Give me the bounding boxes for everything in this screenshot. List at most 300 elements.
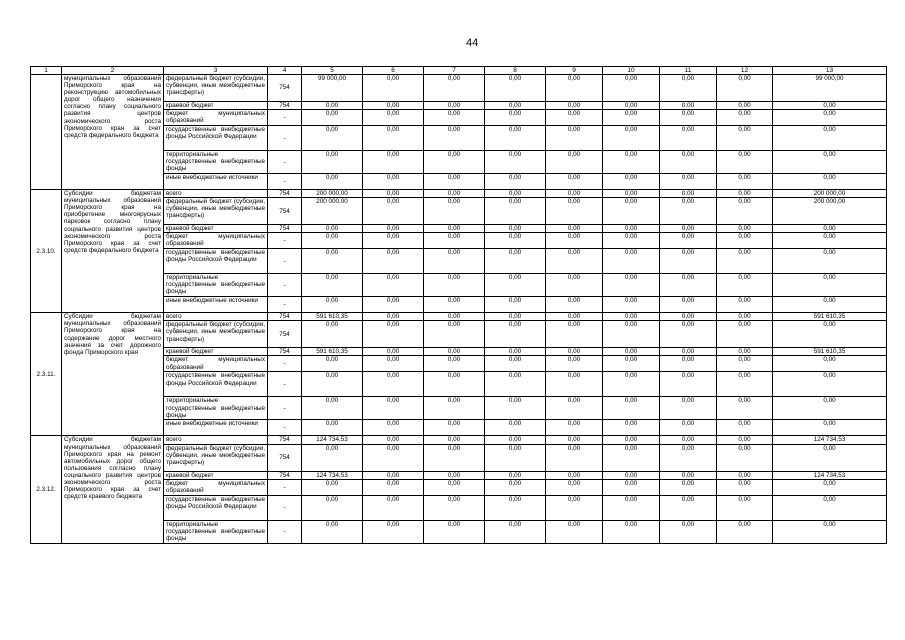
amount-cell: 0,00 (485, 321, 546, 348)
amount-cell: 0,00 (485, 110, 546, 126)
amount-cell: 0,00 (546, 397, 603, 420)
column-number: 6 (363, 67, 424, 75)
amount-cell: 0,00 (660, 126, 717, 151)
amount-cell: 0,00 (485, 102, 546, 110)
amount-cell: 0,00 (424, 321, 485, 348)
amount-cell: 0,00 (546, 444, 603, 471)
amount-cell: 0,00 (773, 102, 887, 110)
amount-cell: 0,00 (717, 110, 773, 126)
amount-cell: 0,00 (485, 313, 546, 321)
amount-cell: 0,00 (717, 249, 773, 274)
grbs-code: - (268, 297, 302, 313)
amount-cell: 0,00 (424, 348, 485, 356)
amount-cell: 0,00 (302, 495, 363, 520)
amount-cell: 0,00 (424, 495, 485, 520)
amount-cell: 0,00 (603, 198, 660, 225)
grbs-code: 754 (268, 471, 302, 479)
table-row (31, 190, 887, 198)
amount-cell: 0,00 (485, 198, 546, 225)
grbs-code: 754 (268, 198, 302, 225)
amount-cell: 0,00 (717, 436, 773, 444)
amount-cell: 0,00 (363, 444, 424, 471)
amount-cell: 0,00 (773, 233, 887, 249)
amount-cell: 0,00 (302, 479, 363, 495)
amount-cell: 0,00 (717, 225, 773, 233)
amount-cell: 0,00 (660, 436, 717, 444)
funding-source: бюджет муниципальных образований (164, 233, 268, 249)
amount-cell: 0,00 (773, 356, 887, 372)
amount-cell: 0,00 (485, 249, 546, 274)
column-number: 11 (660, 67, 717, 75)
column-number: 1 (31, 67, 62, 75)
amount-cell: 0,00 (603, 397, 660, 420)
amount-cell: 0,00 (546, 313, 603, 321)
row-code: 2.3.11. (31, 313, 62, 436)
column-number: 9 (546, 67, 603, 75)
amount-cell: 0,00 (485, 436, 546, 444)
amount-cell: 0,00 (302, 225, 363, 233)
amount-cell: 591 610,35 (302, 313, 363, 321)
amount-cell: 0,00 (485, 372, 546, 397)
amount-cell: 0,00 (485, 151, 546, 174)
amount-cell: 0,00 (363, 126, 424, 151)
amount-cell: 0,00 (603, 479, 660, 495)
amount-cell: 0,00 (424, 274, 485, 297)
grbs-code: - (268, 233, 302, 249)
column-number: 5 (302, 67, 363, 75)
amount-cell: 0,00 (485, 356, 546, 372)
amount-cell: 0,00 (424, 126, 485, 151)
amount-cell: 0,00 (717, 321, 773, 348)
amount-cell: 0,00 (302, 233, 363, 249)
amount-cell: 0,00 (302, 151, 363, 174)
amount-cell: 0,00 (660, 190, 717, 198)
funding-source: государственные внебюджетные фонды Российской Федерации (164, 372, 268, 397)
amount-cell: 0,00 (485, 420, 546, 436)
amount-cell: 0,00 (546, 372, 603, 397)
grbs-code: 754 (268, 190, 302, 198)
amount-cell: 0,00 (302, 297, 363, 313)
amount-cell: 0,00 (302, 174, 363, 190)
column-number: 7 (424, 67, 485, 75)
amount-cell: 0,00 (660, 444, 717, 471)
amount-cell: 0,00 (660, 75, 717, 102)
funding-source: федеральный бюджет (субсидии, субвенции, иные межбюджетные трансферты) (164, 321, 268, 348)
amount-cell: 591 610,35 (773, 313, 887, 321)
amount-cell: 0,00 (485, 397, 546, 420)
grbs-code: 754 (268, 225, 302, 233)
amount-cell: 0,00 (363, 321, 424, 348)
amount-cell: 0,00 (717, 471, 773, 479)
column-number: 3 (164, 67, 268, 75)
amount-cell: 0,00 (302, 102, 363, 110)
grbs-code: 754 (268, 436, 302, 444)
amount-cell: 0,00 (424, 233, 485, 249)
amount-cell: 0,00 (603, 297, 660, 313)
amount-cell: 0,00 (603, 110, 660, 126)
amount-cell: 0,00 (546, 249, 603, 274)
amount-cell: 0,00 (363, 479, 424, 495)
amount-cell: 0,00 (485, 348, 546, 356)
amount-cell: 0,00 (603, 233, 660, 249)
column-number: 4 (268, 67, 302, 75)
amount-cell: 0,00 (546, 520, 603, 543)
amount-cell: 0,00 (363, 198, 424, 225)
amount-cell: 0,00 (546, 356, 603, 372)
amount-cell: 0,00 (717, 397, 773, 420)
amount-cell: 0,00 (546, 174, 603, 190)
amount-cell: 0,00 (660, 372, 717, 397)
funding-source: государственные внебюджетные фонды Российской Федерации (164, 249, 268, 274)
amount-cell: 0,00 (660, 249, 717, 274)
amount-cell: 591 610,35 (773, 348, 887, 356)
amount-cell: 0,00 (773, 297, 887, 313)
amount-cell: 0,00 (717, 420, 773, 436)
amount-cell: 0,00 (773, 495, 887, 520)
amount-cell: 0,00 (773, 397, 887, 420)
amount-cell: 0,00 (717, 102, 773, 110)
grbs-code: - (268, 274, 302, 297)
amount-cell: 0,00 (363, 436, 424, 444)
amount-cell: 0,00 (485, 520, 546, 543)
amount-cell: 591 610,35 (302, 348, 363, 356)
funding-source: государственные внебюджетные фонды Российской Федерации (164, 126, 268, 151)
grbs-code: - (268, 372, 302, 397)
amount-cell: 0,00 (773, 520, 887, 543)
amount-cell: 0,00 (424, 225, 485, 233)
amount-cell: 0,00 (603, 471, 660, 479)
amount-cell: 0,00 (363, 102, 424, 110)
amount-cell: 0,00 (485, 190, 546, 198)
funding-source: территориальные государственные внебюджетные фонды (164, 151, 268, 174)
amount-cell: 0,00 (424, 397, 485, 420)
amount-cell: 0,00 (424, 356, 485, 372)
amount-cell: 0,00 (546, 75, 603, 102)
amount-cell: 0,00 (302, 126, 363, 151)
amount-cell: 0,00 (603, 225, 660, 233)
funding-source: всего (164, 190, 268, 198)
grbs-code: - (268, 126, 302, 151)
amount-cell: 0,00 (424, 174, 485, 190)
funding-source: бюджет муниципальных образований (164, 356, 268, 372)
amount-cell: 0,00 (660, 397, 717, 420)
amount-cell: 0,00 (363, 297, 424, 313)
amount-cell: 0,00 (363, 110, 424, 126)
row-code: 2.3.12. (31, 436, 62, 543)
amount-cell: 0,00 (424, 436, 485, 444)
measure-description: Субсидии бюджетам муниципальных образований Приморского края на ремонт автомобильных дорог общего пользования согласно плану социального развития центров экономического роста Приморского края за счет средств краевого бюджета (62, 436, 164, 543)
funding-source: иные внебюджетные источники (164, 174, 268, 190)
row-code (31, 75, 62, 190)
grbs-code: 754 (268, 75, 302, 102)
amount-cell: 124 734,53 (302, 471, 363, 479)
amount-cell: 0,00 (660, 198, 717, 225)
amount-cell: 0,00 (485, 471, 546, 479)
amount-cell: 0,00 (717, 151, 773, 174)
amount-cell: 0,00 (363, 471, 424, 479)
amount-cell: 0,00 (660, 313, 717, 321)
grbs-code: - (268, 420, 302, 436)
funding-source: федеральный бюджет (субсидии, субвенции, иные межбюджетные трансферты) (164, 198, 268, 225)
amount-cell: 0,00 (363, 313, 424, 321)
column-number: 12 (717, 67, 773, 75)
amount-cell: 200 000,00 (302, 190, 363, 198)
amount-cell: 0,00 (546, 420, 603, 436)
amount-cell: 0,00 (603, 420, 660, 436)
amount-cell: 0,00 (773, 321, 887, 348)
column-number: 13 (773, 67, 887, 75)
amount-cell: 0,00 (363, 348, 424, 356)
amount-cell: 0,00 (363, 420, 424, 436)
amount-cell: 0,00 (485, 274, 546, 297)
amount-cell: 0,00 (603, 321, 660, 348)
amount-cell: 0,00 (363, 151, 424, 174)
amount-cell: 0,00 (546, 225, 603, 233)
amount-cell: 0,00 (660, 520, 717, 543)
amount-cell: 0,00 (773, 110, 887, 126)
amount-cell: 0,00 (773, 274, 887, 297)
amount-cell: 0,00 (717, 479, 773, 495)
amount-cell: 0,00 (603, 75, 660, 102)
funding-source: территориальные государственные внебюджетные фонды (164, 520, 268, 543)
amount-cell: 0,00 (660, 102, 717, 110)
amount-cell: 0,00 (302, 372, 363, 397)
grbs-code: - (268, 397, 302, 420)
amount-cell: 0,00 (546, 274, 603, 297)
amount-cell: 0,00 (363, 372, 424, 397)
amount-cell: 0,00 (546, 348, 603, 356)
funding-source: всего (164, 436, 268, 444)
amount-cell: 0,00 (485, 174, 546, 190)
amount-cell: 0,00 (717, 126, 773, 151)
amount-cell: 0,00 (363, 495, 424, 520)
page-number: 44 (466, 37, 479, 49)
funding-source: краевой бюджет (164, 225, 268, 233)
amount-cell: 0,00 (302, 249, 363, 274)
amount-cell: 0,00 (546, 102, 603, 110)
table-row (31, 436, 887, 444)
amount-cell: 200 000,00 (773, 198, 887, 225)
grbs-code: 754 (268, 444, 302, 471)
amount-cell: 0,00 (302, 420, 363, 436)
amount-cell: 0,00 (603, 174, 660, 190)
amount-cell: 0,00 (603, 444, 660, 471)
funding-source: бюджет муниципальных образований (164, 110, 268, 126)
amount-cell: 0,00 (660, 321, 717, 348)
amount-cell: 0,00 (660, 233, 717, 249)
amount-cell: 0,00 (363, 190, 424, 198)
measure-description: Субсидии бюджетам муниципальных образований Приморского края на приобретение многоярусных парковок согласно плану социального развития центров экономического роста Приморского края за счет средств федерального бюджета (62, 190, 164, 313)
amount-cell: 0,00 (302, 520, 363, 543)
amount-cell: 0,00 (485, 444, 546, 471)
grbs-code: - (268, 174, 302, 190)
amount-cell: 0,00 (363, 233, 424, 249)
amount-cell: 0,00 (773, 225, 887, 233)
amount-cell: 0,00 (546, 495, 603, 520)
budget-table (30, 66, 887, 544)
amount-cell: 0,00 (603, 520, 660, 543)
amount-cell: 0,00 (773, 174, 887, 190)
amount-cell: 0,00 (424, 198, 485, 225)
amount-cell: 124 734,53 (302, 436, 363, 444)
funding-source: бюджет муниципальных образований (164, 479, 268, 495)
funding-source: территориальные государственные внебюджетные фонды (164, 397, 268, 420)
amount-cell: 0,00 (717, 348, 773, 356)
amount-cell: 0,00 (302, 397, 363, 420)
amount-cell: 0,00 (717, 174, 773, 190)
amount-cell: 0,00 (546, 471, 603, 479)
amount-cell: 0,00 (363, 397, 424, 420)
amount-cell: 0,00 (424, 151, 485, 174)
amount-cell: 0,00 (660, 471, 717, 479)
funding-source: федеральный бюджет (субсидии, субвенции, иные межбюджетные трансферты) (164, 444, 268, 471)
amount-cell: 0,00 (660, 274, 717, 297)
grbs-code: 754 (268, 321, 302, 348)
amount-cell: 0,00 (485, 126, 546, 151)
amount-cell: 0,00 (773, 249, 887, 274)
amount-cell: 0,00 (424, 372, 485, 397)
amount-cell: 0,00 (717, 372, 773, 397)
amount-cell: 0,00 (603, 356, 660, 372)
amount-cell: 0,00 (717, 520, 773, 543)
grbs-code: - (268, 520, 302, 543)
amount-cell: 0,00 (302, 356, 363, 372)
amount-cell: 0,00 (717, 495, 773, 520)
amount-cell: 0,00 (717, 313, 773, 321)
amount-cell: 0,00 (424, 110, 485, 126)
amount-cell: 0,00 (660, 348, 717, 356)
amount-cell: 0,00 (424, 313, 485, 321)
amount-cell: 0,00 (546, 297, 603, 313)
amount-cell: 0,00 (302, 110, 363, 126)
funding-source: всего (164, 313, 268, 321)
amount-cell: 200 000,00 (302, 198, 363, 225)
amount-cell: 0,00 (603, 348, 660, 356)
amount-cell: 0,00 (717, 274, 773, 297)
amount-cell: 0,00 (485, 495, 546, 520)
amount-cell: 0,00 (603, 126, 660, 151)
amount-cell: 0,00 (660, 479, 717, 495)
amount-cell: 0,00 (485, 225, 546, 233)
amount-cell: 0,00 (717, 356, 773, 372)
amount-cell: 0,00 (717, 75, 773, 102)
amount-cell: 0,00 (424, 420, 485, 436)
amount-cell: 0,00 (546, 436, 603, 444)
amount-cell: 0,00 (660, 297, 717, 313)
amount-cell: 0,00 (485, 297, 546, 313)
amount-cell: 124 734,53 (773, 471, 887, 479)
grbs-code: 754 (268, 348, 302, 356)
amount-cell: 0,00 (363, 249, 424, 274)
amount-cell: 0,00 (485, 479, 546, 495)
amount-cell: 0,00 (485, 75, 546, 102)
grbs-code: 754 (268, 102, 302, 110)
amount-cell: 0,00 (424, 479, 485, 495)
amount-cell: 0,00 (424, 471, 485, 479)
amount-cell: 0,00 (363, 356, 424, 372)
column-number: 2 (62, 67, 164, 75)
amount-cell: 0,00 (603, 372, 660, 397)
amount-cell: 0,00 (546, 321, 603, 348)
amount-cell: 0,00 (546, 126, 603, 151)
funding-source: территориальные государственные внебюджетные фонды (164, 274, 268, 297)
amount-cell: 0,00 (363, 225, 424, 233)
measure-description: муниципальных образований Приморского края на реконструкцию автомобильных дорог общего назначения согласно плану социального развития центров экономического роста Приморского края за счет средств федерального бюджета (62, 75, 164, 190)
amount-cell: 0,00 (603, 102, 660, 110)
amount-cell: 0,00 (773, 126, 887, 151)
amount-cell: 0,00 (603, 190, 660, 198)
amount-cell: 124 734,53 (773, 436, 887, 444)
amount-cell: 0,00 (660, 225, 717, 233)
amount-cell: 0,00 (773, 151, 887, 174)
amount-cell: 0,00 (302, 444, 363, 471)
amount-cell: 0,00 (363, 274, 424, 297)
amount-cell: 0,00 (717, 444, 773, 471)
amount-cell: 99 000,00 (302, 75, 363, 102)
amount-cell: 0,00 (424, 102, 485, 110)
grbs-code: - (268, 151, 302, 174)
amount-cell: 0,00 (773, 372, 887, 397)
amount-cell: 0,00 (302, 321, 363, 348)
funding-source: иные внебюджетные источники (164, 420, 268, 436)
row-code: 2.3.10. (31, 190, 62, 313)
amount-cell: 0,00 (363, 174, 424, 190)
table-row (31, 313, 887, 321)
grbs-code: - (268, 495, 302, 520)
column-number: 8 (485, 67, 546, 75)
amount-cell: 0,00 (485, 233, 546, 249)
amount-cell: 0,00 (546, 198, 603, 225)
amount-cell: 0,00 (424, 520, 485, 543)
amount-cell: 0,00 (302, 274, 363, 297)
measure-description: Субсидии бюджетам муниципальных образований Приморского края на содержание дорог местного значения за счет дорожного фонда Приморского края (62, 313, 164, 436)
grbs-code: - (268, 479, 302, 495)
amount-cell: 0,00 (717, 233, 773, 249)
amount-cell: 0,00 (660, 420, 717, 436)
amount-cell: 0,00 (660, 110, 717, 126)
amount-cell: 200 000,00 (773, 190, 887, 198)
amount-cell: 0,00 (363, 75, 424, 102)
amount-cell: 0,00 (363, 520, 424, 543)
amount-cell: 0,00 (603, 151, 660, 174)
amount-cell: 0,00 (603, 436, 660, 444)
amount-cell: 0,00 (546, 479, 603, 495)
amount-cell: 0,00 (717, 297, 773, 313)
amount-cell: 0,00 (660, 356, 717, 372)
column-number: 10 (603, 67, 660, 75)
amount-cell: 0,00 (424, 444, 485, 471)
amount-cell: 0,00 (603, 274, 660, 297)
funding-source: федеральный бюджет (субсидии, субвенции, иные межбюджетные трансферты) (164, 75, 268, 102)
funding-source: краевой бюджет (164, 471, 268, 479)
grbs-code: - (268, 249, 302, 274)
amount-cell: 0,00 (773, 420, 887, 436)
amount-cell: 0,00 (773, 444, 887, 471)
amount-cell: 0,00 (660, 495, 717, 520)
amount-cell: 0,00 (424, 249, 485, 274)
amount-cell: 0,00 (717, 190, 773, 198)
funding-source: иные внебюджетные источники (164, 297, 268, 313)
amount-cell: 0,00 (546, 110, 603, 126)
grbs-code: - (268, 110, 302, 126)
amount-cell: 0,00 (546, 151, 603, 174)
funding-source: краевой бюджет (164, 102, 268, 110)
grbs-code: 754 (268, 313, 302, 321)
amount-cell: 0,00 (424, 190, 485, 198)
table-row (31, 75, 887, 102)
grbs-code: - (268, 356, 302, 372)
amount-cell: 0,00 (603, 249, 660, 274)
